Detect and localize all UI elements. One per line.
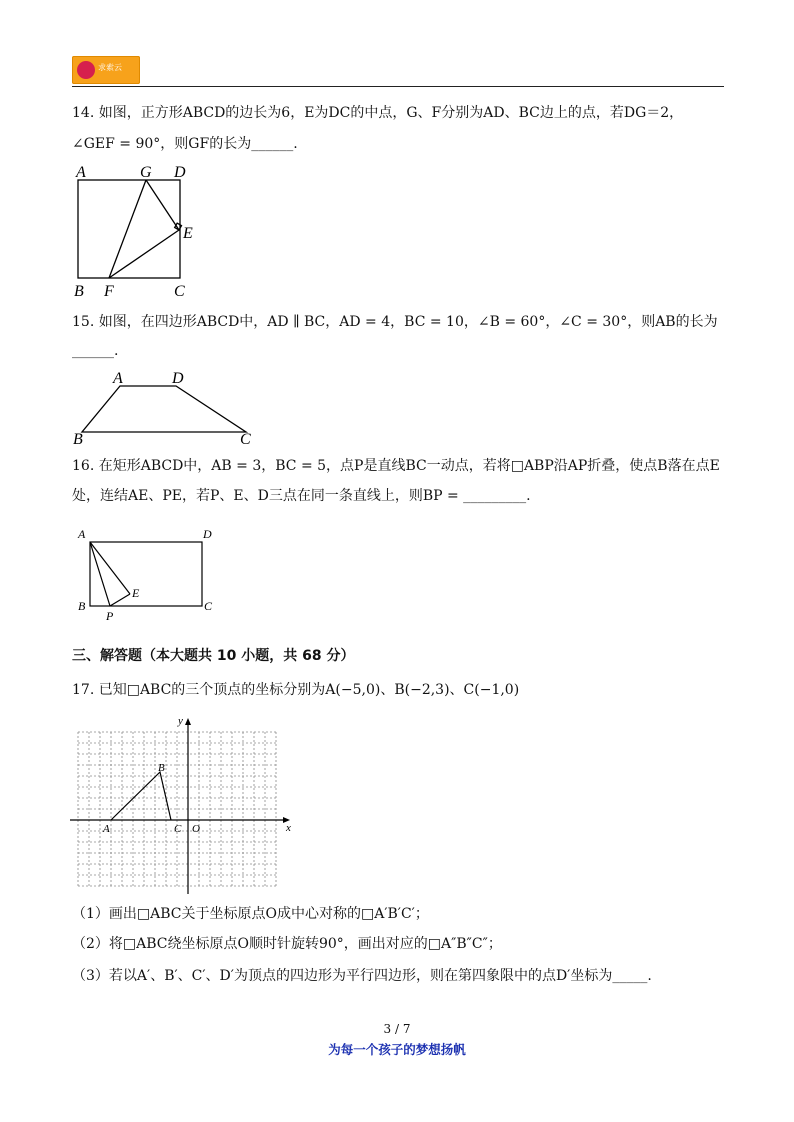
q15-label-A: A [113,370,123,387]
q14-label-A: A [76,164,86,181]
q15-line2: ______. [72,343,119,359]
q15-line1: 15. 如图，在四边形ABCD中，AD ∥ BC，AD = 4，BC = 10，∠B = 60°，∠C = 30°，则AB的长为 [72,314,718,330]
q14-label-B: B [74,283,84,300]
q15-label-C: C [240,431,251,448]
q17-part3: （3）若以A′、B′、C′、D′为顶点的四边形为平行四边形，则在第四象限中的点D′坐标为_____. [72,968,652,984]
q16-label-D: D [203,527,212,541]
q15-label-D: D [172,370,184,387]
q16-label-E: E [132,586,140,600]
header-divider [72,86,724,87]
q14-line2: ∠GEF = 90°，则GF的长为______. [72,136,298,152]
q14-label-D: D [174,164,186,181]
q16-label-C: C [204,599,213,613]
footer-slogan: 为每一个孩子的梦想扬帆 [328,1042,466,1057]
q15-label-B: B [73,431,83,448]
q17-coordinate-grid [70,714,302,896]
q17-part2: （2）将□ABC绕坐标原点O顺时针旋转90°，画出对应的□A″B″C″； [72,936,502,952]
q16-line2: 处，连结AE、PE，若P、E、D三点在同一条直线上，则BP = _________. [72,488,531,504]
q14-label-C: C [174,283,185,300]
q16-figure [70,524,230,624]
q15-figure [70,366,270,448]
q17-line1: 17. 已知□ABC的三个顶点的坐标分别为A(−5,0)、B(−2,3)、C(−1,0) [72,682,520,698]
q14-label-G: G [140,164,152,181]
q16-label-A: A [78,527,86,541]
logo-text: 求索云 [98,63,122,72]
q16-label-P: P [106,609,114,623]
q14-figure [70,162,210,302]
q17-label-A: A [103,823,110,835]
q16-line1: 16. 在矩形ABCD中，AB = 3，BC = 5，点P是直线BC一动点，若将□ABP沿AP折叠，使点B落在点E [72,458,720,474]
q17-axis-y-label: y [178,715,183,727]
page-number: 3 / 7 [383,1022,411,1036]
q14-line1: 14. 如图，正方形ABCD的边长为6，E为DC的中点，G、F分别为AD、BC边上的点，若DG＝2， [72,105,684,121]
q16-label-B: B [78,599,86,613]
brand-logo [72,56,140,84]
q14-label-E: E [183,225,193,242]
q17-label-C: C [174,823,182,835]
section-heading: 三、解答题（本大题共 10 小题，共 68 分） [72,648,355,664]
q17-label-B: B [158,762,165,774]
q14-label-F: F [104,283,114,300]
q17-label-O: O [192,823,200,835]
q17-part1: （1）画出□ABC关于坐标原点O成中心对称的□A′B′C′； [72,906,429,922]
q17-axis-x-label: x [286,822,291,834]
logo-flower-icon [77,61,95,79]
